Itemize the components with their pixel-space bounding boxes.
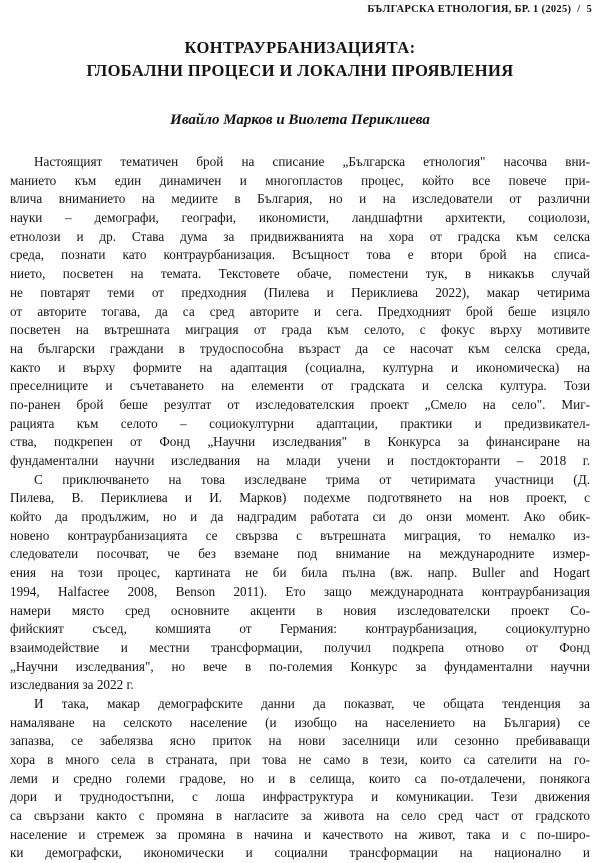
- body-line: фундаментални научни изследвания на млади учени и постдокторанти – 2018 г.: [10, 453, 590, 468]
- body-line: следователи посочват, че без вземане под внимание на международните измер-: [10, 546, 590, 562]
- body-line: намери място сред основните акценти в новия изследователски проект Со-: [10, 602, 590, 618]
- running-head-separator: /: [577, 4, 581, 15]
- body-line: „Научни изследвания", но вече в по-големия Конкурс за фундаментални научни: [10, 658, 590, 674]
- title-line-2: ГЛОБАЛНИ ПРОЦЕСИ И ЛОКАЛНИ ПРОЯВЛЕНИЯ: [86, 61, 514, 80]
- running-head: [367, 4, 592, 15]
- body-line: по-ранен брой беше резултат от изследователския проект „Смело на село". Миг-: [10, 396, 590, 412]
- body-line: намаляване на селското население (и изобщо на населението на България) се: [10, 714, 590, 730]
- body-line: посветен на вътрешната миграция от града към селото, с фокус върху мотивите: [10, 322, 590, 338]
- body-line: 1994, Halfacree 2008, Benson 2011). Ето защо международната контраурбанизация: [10, 583, 590, 599]
- body-line: леми и средно големи градове, но и в селища, които са по-отдалечени, понякога: [10, 770, 590, 786]
- body-line: И така, макар демографските данни да показват, че общата тенденция за: [34, 695, 590, 711]
- body-line: ства, подкрепен от Фонд „Научни изследвания" в Конкурса за финансиране на: [10, 434, 590, 450]
- body-line: ения на този процес, картината не би била пълна (вж. напр. Buller and Hogart: [10, 565, 590, 581]
- body-line: манието към един динамичен и многопластов процес, който все повече при-: [10, 172, 590, 188]
- journal-issue: БЪЛГАРСКА ЕТНОЛОГИЯ, БР. 1 (2025): [367, 4, 572, 15]
- body-line: рацията към селото – социокултурни адаптации, практики и предизвикател-: [10, 415, 590, 431]
- body-line: не повтарят теми от предходния (Пилева и Периклиева 2022), макар четирима: [10, 284, 590, 300]
- body-line: нието, посветен на темата. Текстовете обаче, поместени тук, в никакъв случай: [10, 266, 590, 282]
- body-line: взаимодействие и местни трансформации, получил подкрепа отново от Фонд: [10, 639, 590, 655]
- body-line: както и върху формите на адаптация (социална, културна и икономическа) на: [10, 359, 590, 375]
- body-line: Пилева, В. Периклиева и И. Марков) подехме подготвянето на нов проект, с: [10, 490, 590, 506]
- body-line: новено контраурбанизацията се свързва с вътрешната миграция, то немалко из-: [10, 527, 590, 543]
- body-line: Настоящият тематичен брой на списание „Българска етнология" насочва вни-: [34, 154, 590, 169]
- article-body: [10, 153, 590, 863]
- article-title: [0, 36, 600, 82]
- body-line: среда, познати като контраурбанизация. Всъщност това е втори брой на списа-: [10, 247, 590, 263]
- title-line-1: КОНТРАУРБАНИЗАЦИЯТА:: [184, 38, 416, 57]
- body-line: който да продължим, но и да надградим работата си до онзи момент. Ако обик-: [10, 509, 590, 525]
- body-line: ки демографски, икономически и социални трансформации на национално и: [10, 845, 590, 861]
- body-line: влича вниманието на медиите в България, но и на изследователи от различни: [10, 191, 590, 207]
- body-line: хора в много села в страната, при това не само в тези, които са сателити на го-: [10, 752, 590, 767]
- body-line: население и стремеж за промяна в начина и качеството на живот, така и с по-широ-: [10, 826, 590, 842]
- body-line: С приключването на това изследване трима от четиримата участници (Д.: [34, 471, 590, 487]
- body-line: от авторите тогава, да са сред авторите и сега. Предходният брой беше изцяло: [10, 303, 590, 319]
- article-authors: Ивайло Марков и Виолета Периклиева: [170, 112, 430, 128]
- page-number: 5: [586, 4, 592, 15]
- body-line: дори и труднодостъпни, с лоша инфраструктура и комуникации. Тези движения: [10, 789, 590, 805]
- body-line: са свързани както с промяна в нагласите за живота на село сред част от градското: [10, 808, 590, 824]
- body-line: запазва, се забелязва ясно приток на нови заселници или сезонно пребиваващи: [10, 733, 590, 749]
- body-line: изследвания за 2022 г.: [10, 677, 134, 693]
- body-line: науки – демографи, географи, икономисти, ландшафтни архитекти, социолози,: [10, 210, 590, 226]
- body-line: фийският съсед, комшията от Германия: контраурбанизация, социокултурно: [10, 621, 590, 637]
- body-line: преселниците и съчетаването на елементи от градската и селска култура. Този: [10, 378, 590, 394]
- body-line: етнолози и др. Става дума за придвижванията на хора от градска към селска: [10, 228, 590, 244]
- body-line: на български граждани в трудоспособна възраст да се насочат към селска среда,: [10, 340, 590, 356]
